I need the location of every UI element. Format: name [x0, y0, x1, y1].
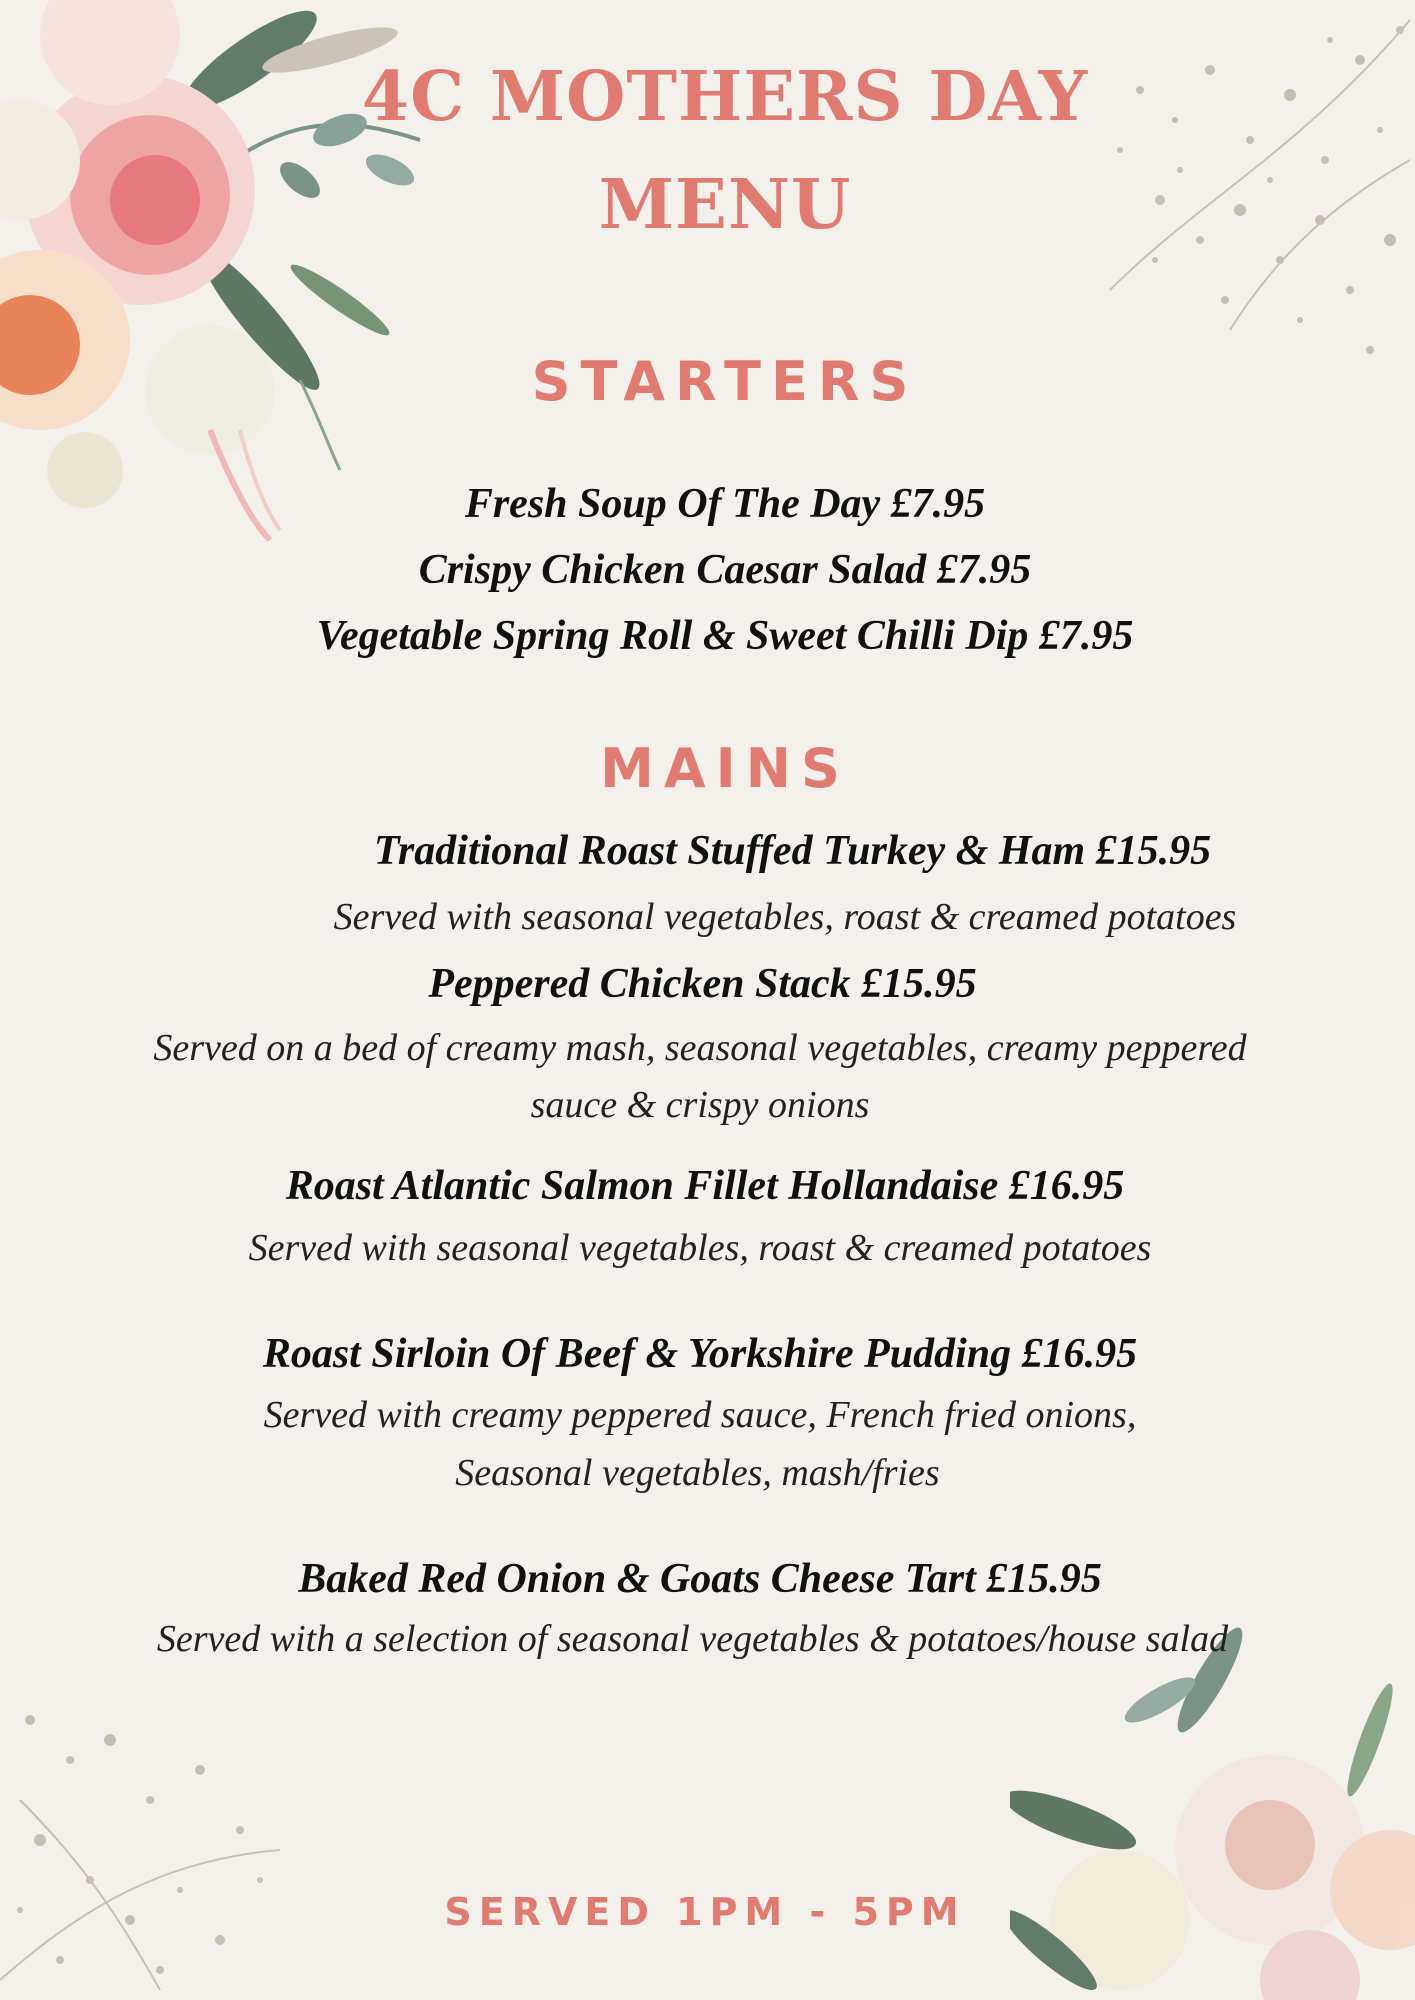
main-dish-description: Served with seasonal vegetables, roast & creamed potatoes [333, 896, 1237, 938]
starters-heading: STARTERS [531, 350, 919, 413]
main-dish-description: Served with seasonal vegetables, roast & creamed potatoes [248, 1227, 1152, 1269]
main-dish-description: Served with creamy peppered sauce, French fried onions, [263, 1394, 1137, 1436]
starter-item: Vegetable Spring Roll & Sweet Chilli Dip £7.95 [316, 613, 1134, 659]
main-dish-name: Baked Red Onion & Goats Cheese Tart £15.95 [298, 1556, 1102, 1602]
main-dish-description: Served with a selection of seasonal vegetables & potatoes/house salad [156, 1618, 1229, 1660]
mains-heading: MAINS [600, 737, 850, 800]
main-dish-description: Seasonal vegetables, mash/fries [455, 1452, 940, 1494]
serving-hours: SERVED 1PM - 5PM [444, 1890, 966, 1934]
floral-decoration-bottom-right [1010, 1620, 1415, 2000]
speckle-decoration-bottom-left [0, 1680, 300, 2000]
starter-item: Fresh Soup Of The Day £7.95 [464, 481, 986, 527]
main-dish-description: Served on a bed of creamy mash, seasonal vegetables, creamy peppered [153, 1027, 1247, 1069]
main-dish-name: Traditional Roast Stuffed Turkey & Ham £15.95 [373, 828, 1212, 874]
menu-title-line-1: 4C MOTHERS DAY [361, 57, 1089, 137]
main-dish-description: sauce & crispy onions [530, 1084, 870, 1126]
main-dish-name: Roast Sirloin Of Beef & Yorkshire Pudding £16.95 [262, 1331, 1138, 1377]
starter-item: Crispy Chicken Caesar Salad £7.95 [418, 547, 1032, 593]
main-dish-name: Peppered Chicken Stack £15.95 [428, 961, 977, 1007]
main-dish-name: Roast Atlantic Salmon Fillet Hollandaise £16.95 [285, 1163, 1125, 1209]
menu-title-line-2: MENU [598, 165, 852, 245]
